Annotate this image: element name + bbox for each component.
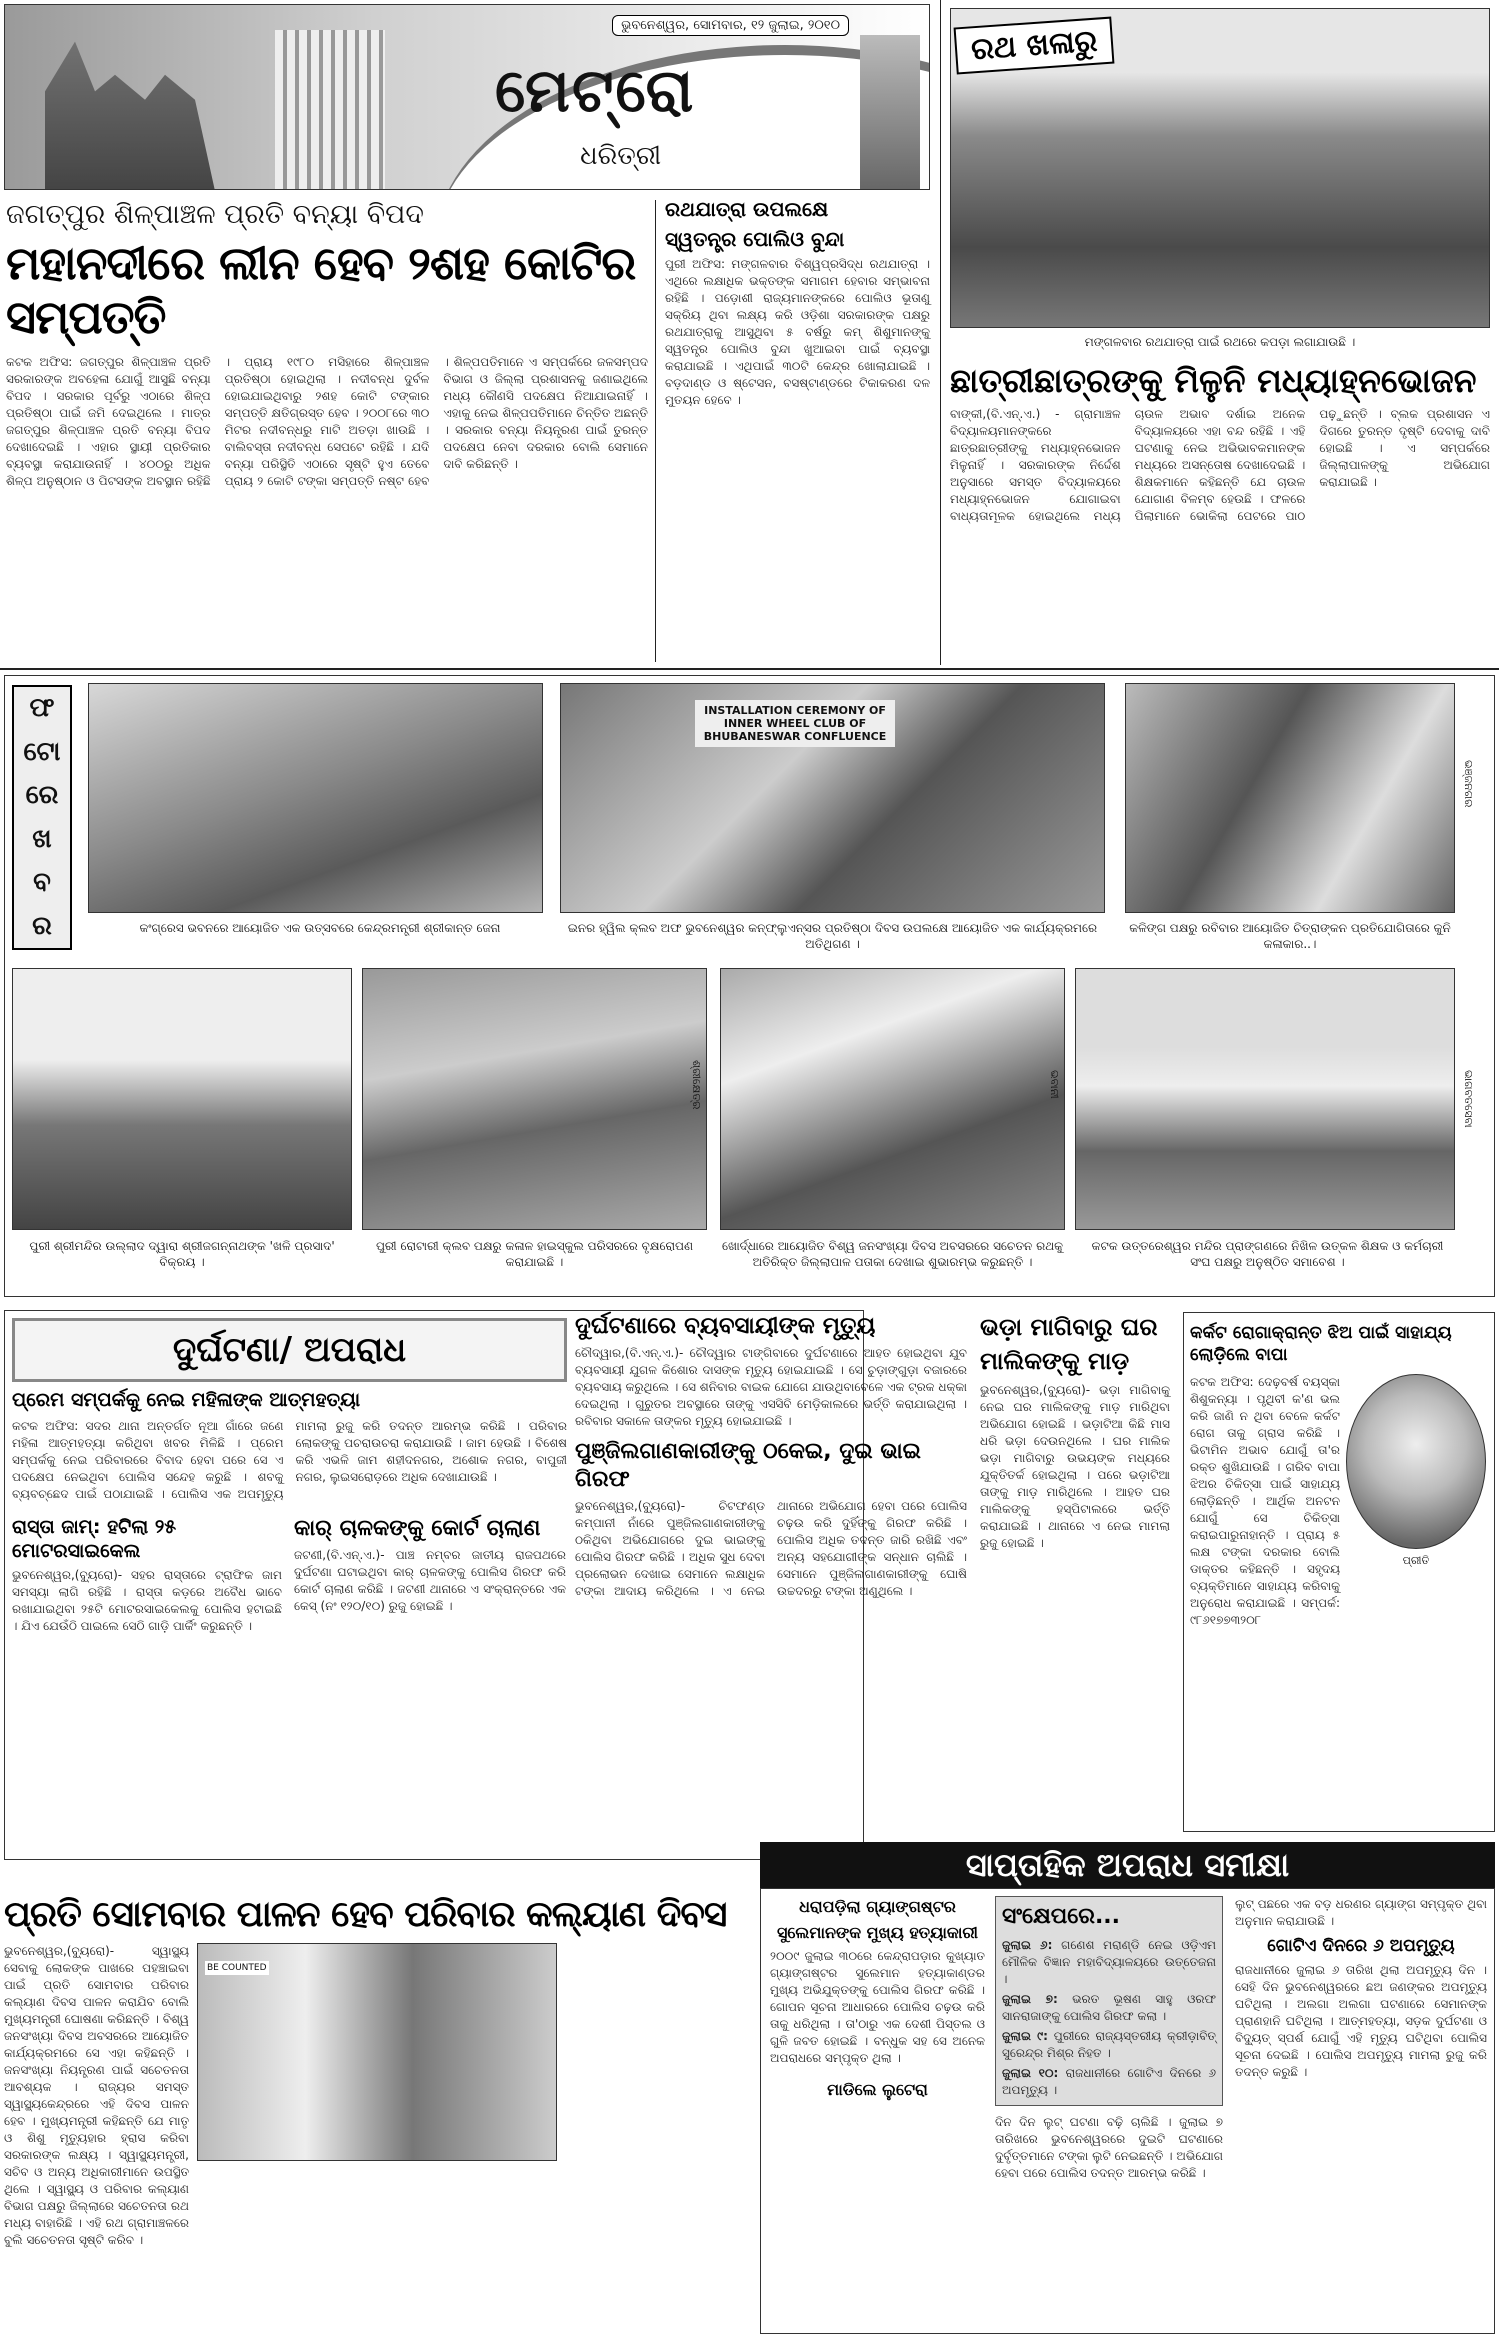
cancer-headline: କର୍କଟ ରୋଗାକ୍ରାନ୍ତ ଝିଅ ପାଇଁ ସାହାଯ୍ୟ ଲୋଡ଼ିଲେ ବାପା bbox=[1190, 1323, 1452, 1365]
date-line: ଭୁବନେଶ୍ୱର, ସୋମବାର, ୧୨ ଜୁଲାଇ, ୨୦୧୦ bbox=[612, 15, 849, 36]
polio-article bbox=[665, 196, 930, 409]
photo-caption: କଂଗ୍ରେସ ଭବନରେ ଆୟୋଜିତ ଏକ ଉତ୍ସବରେ କେନ୍ଦ୍ରମନ୍ତ୍ରୀ ଶ୍ରୀକାନ୍ତ ଜେନା bbox=[139, 921, 501, 935]
crime-a1-headline: ପ୍ରେମ ସମ୍ପର୍କକୁ ନେଇ ମହିଳାଙ୍କ ଆତ୍ମହତ୍ୟା bbox=[12, 1389, 361, 1411]
rath-photo-label: ରଥ ଖଳାରୁ bbox=[954, 17, 1115, 75]
crime-a3-headline: କାର୍ ଚାଳକଙ୍କୁ କୋର୍ଟ ଚାଲାଣ bbox=[294, 1516, 541, 1541]
crime-a2-body: ଭୁବନେଶ୍ୱର,(ବ୍ୟୁରୋ)- ସହର ରାସ୍ତାରେ ଟ୍ରାଫିକ ଜାମ ସମସ୍ୟା ଲାଗି ରହିଛି । ରାସ୍ତା କଡ଼ରେ ଅବୈଧ ଭାବେ ରଖାଯାଇଥିବା ୨୫ଟି ମୋଟରସାଇକେଲକୁ ପୋଲିସ ହଟାଇଛି । ଯିଏ ଯେଉଁଠି ପାଇଲେ ସେଠି ଗାଡ଼ି ପାର୍କିଂ କରୁଛନ୍ତି । bbox=[12, 1568, 282, 1633]
weekly-a-kicker: ଧରାପଡ଼ିଲା ଗ୍ୟାଙ୍ଗଷ୍ଟର bbox=[799, 1897, 956, 1916]
weekly-col-a bbox=[770, 1896, 985, 2101]
family-body: ଭୁବନେଶ୍ୱର,(ବ୍ୟୁରୋ)- ସ୍ୱାସ୍ଥ୍ୟ ସେବାକୁ ଲୋକଙ୍କ ପାଖରେ ପହଞ୍ଚାଇବା ପାଇଁ ପ୍ରତି ସୋମବାର ପରିବାର କଲ୍ୟାଣ ଦିବସ ପାଳନ କରାଯିବ ବୋଲି ମୁଖ୍ୟମନ୍ତ୍ରୀ ଘୋଷଣା କରିଛନ୍ତି । ବିଶ୍ୱ ଜନସଂଖ୍ୟା ଦିବସ ଅବସରରେ ଆୟୋଜିତ କାର୍ଯ୍ୟକ୍ରମରେ ସେ ଏହା କହିଛନ୍ତି । ଜନସଂଖ୍ୟା ନିୟନ୍ତ୍ରଣ ପାଇଁ ସଚେତନତା ଆବଶ୍ୟକ । ରାଜ୍ୟର ସମସ୍ତ ସ୍ୱାସ୍ଥ୍ୟକେନ୍ଦ୍ରରେ ଏହି ଦିବସ ପାଳନ ହେବ । ମୁଖ୍ୟମନ୍ତ୍ରୀ କହିଛନ୍ତି ଯେ ମାତୃ ଓ ଶିଶୁ ମୃତ୍ୟୁହାର ହ୍ରାସ କରିବା ସରକାରଙ୍କ ଲକ୍ଷ୍ୟ । ସ୍ୱାସ୍ଥ୍ୟମନ୍ତ୍ରୀ, ସଚିବ ଓ ଅନ୍ୟ ଅଧିକାରୀମାନେ ଉପସ୍ଥିତ ଥିଲେ । ସ୍ୱାସ୍ଥ୍ୟ ଓ ପରିବାର କଲ୍ୟାଣ ବିଭାଗ ପକ୍ଷରୁ ଜିଲ୍ଲାରେ ସଚେତନତା ରଥ ମଧ୍ୟ ବାହାରିଛି । ଏହି ରଥ ଗ୍ରାମାଞ୍ଚଳରେ ବୁଲି ସଚେତନତା ସୃଷ୍ଟି କରିବ । bbox=[4, 1944, 189, 2247]
photo-caption: ପୁରୀ ଶ୍ରୀମନ୍ଦିର ଉଲ୍ଲାଦ ଦ୍ୱାରା ଶ୍ରୀଜଗନ୍ନାଥଙ୍କ 'ଖଳି ପ୍ରସାଦ' ବିକ୍ରୟ । bbox=[29, 1239, 335, 1269]
rent-body: ଭୁବନେଶ୍ୱର,(ବ୍ୟୁରୋ)- ଭଡ଼ା ମାଗିବାକୁ ନେଇ ଘର ମାଲିକଙ୍କୁ ମାଡ଼ ମାରିଥିବା ଅଭିଯୋଗ ହୋଇଛି । ଭଡ଼ାଟିଆ କିଛି ମାସ ଧରି ଭଡ଼ା ଦେଉନଥିଲେ । ଘର ମାଲିକ ଭଡ଼ା ମାଗିବାରୁ ଉଭୟଙ୍କ ମଧ୍ୟରେ ଯୁକ୍ତିତର୍କ ହୋଇଥିଲା । ପରେ ଭଡ଼ାଟିଆ ତାଙ୍କୁ ମାଡ଼ ମାରିଥିଲେ । ଆହତ ଘର ମାଲିକଙ୍କୁ ହସ୍ପିଟାଲରେ ଭର୍ତ୍ତି କରାଯାଇଛି । ଥାନାରେ ଏ ନେଇ ମାମଲା ରୁଜୁ ହୋଇଛି । bbox=[980, 1383, 1170, 1550]
crime-left bbox=[12, 1318, 567, 1635]
polio-headline: ସ୍ୱତନ୍ତ୍ର ପୋଲିଓ ବୁନ୍ଦା bbox=[665, 227, 845, 251]
cancer-content bbox=[1190, 1322, 1490, 1629]
photo-caption: ପୁରୀ ରୋଟାରୀ କ୍ଲବ ପକ୍ଷରୁ କଳାଳ ହାଇସ୍କୁଲ ପରିସରରେ ବୃକ୍ଷରୋପଣ କରାଯାଇଛି । bbox=[375, 1239, 694, 1269]
rent-article bbox=[980, 1310, 1170, 1552]
side-tag: ଭାଗବତସେବା bbox=[1462, 1070, 1475, 1128]
child-photo-caption: ପ୍ରୀତି bbox=[1402, 1554, 1430, 1567]
weekly-a-body: ୨୦୦୯ ଜୁଲାଇ ୩୦ରେ କେନ୍ଦ୍ରାପଡ଼ାର କୁଖ୍ୟାତ ଗ୍ୟାଙ୍ଗଷ୍ଟର ସୁଲେମାନ ହତ୍ୟାକାଣ୍ଡର ମୁଖ୍ୟ ଅଭିଯୁକ୍ତଙ୍କୁ ପୋଲିସ ଗିରଫ କରିଛି । ଗୋପନ ସୂଚନା ଆଧାରରେ ପୋଲିସ ଚଢ଼ଉ କରି ତାକୁ ଧରିଥିଲା । ତା'ଠାରୁ ଏକ ଦେଶୀ ପିସ୍ତଲ ଓ ଗୁଳି ଜବତ ହୋଇଛି । ବନ୍ଧୁକ ସହ ସେ ଅନେକ ଅପରାଧରେ ସମ୍ପୃକ୍ତ ଥିଲା । bbox=[770, 1949, 985, 2065]
photo-news-label: ଫ ଟୋ ରେ ଖ ବ ର bbox=[12, 685, 72, 950]
weekly-banner: ସାପ୍ତାହିକ ଅପରାଧ ସମୀକ୍ଷା bbox=[760, 1842, 1495, 1888]
photo-caption: କଳିଙ୍ଗ ପକ୍ଷରୁ ରବିବାର ଆୟୋଜିତ ଚିତ୍ରାଙ୍କନ ପ୍ରତିଯୋଗିତାରେ କୁନି କଳାକାର..। bbox=[1129, 921, 1451, 951]
midday-headline: ଛାତ୍ରୀଛାତ୍ରଙ୍କୁ ମିଳୁନି ମଧ୍ୟାହ୍ନଭୋଜନ bbox=[950, 361, 1477, 400]
family-article bbox=[4, 1893, 754, 2249]
photo-caption: ଇନର ହ୍ୱିଲ କ୍ଲବ ଅଫ ଭୁବନେଶ୍ୱର କନ୍‌ଫ୍ଲୁଏନ୍ସର ପ୍ରତିଷ୍ଠା ଦିବସ ଉପଲକ୍ଷେ ଆୟୋଜିତ ଏକ କାର୍ଯ୍ୟକ୍ରମରେ ଅତିଥିଗଣ । bbox=[567, 921, 1098, 951]
masthead bbox=[4, 4, 930, 190]
tower-image bbox=[860, 35, 920, 190]
brief-item: ଜୁଲାଇ ୬: ଗଣେଶ ମରାଣ୍ଡି ନେଇ ଓଡ଼ିଏମ ମୌଳିକ ବିଜ୍ଞାନ ମହାବିଦ୍ୟାଳୟରେ ଉତ୍ତେଜନା । bbox=[1002, 1938, 1216, 1986]
photo-population-day bbox=[720, 968, 1065, 1230]
lead-body: କଟକ ଅଫିସ: ଜଗତ୍‌ପୁର ଶିଳ୍ପାଞ୍ଚଳ ପ୍ରତି ସରକାରଙ୍କ ଅବହେଳା ଯୋଗୁଁ ଆସୁଛି ବନ୍ୟା ବିପଦ । ସରକାର ପୂର୍ବରୁ ଏଠାରେ ଶିଳ୍ପ ପ୍ରତିଷ୍ଠା ପାଇଁ ଜମି ଦେଇଥିଲେ । ମାତ୍ର ଜଗତ୍‌ପୁର ଶିଳ୍ପାଞ୍ଚଳ ପ୍ରତି ବନ୍ୟା ବିପଦ ଦେଖାଦେଇଛି । ଏହାର ସ୍ଥାୟୀ ପ୍ରତିକାର ବ୍ୟବସ୍ଥା କରାଯାଉନାହିଁ । ୪୦୦ରୁ ଅଧିକ ଶିଳ୍ପ ଅନୁଷ୍ଠାନ ଓ ପିଟସଙ୍କ ଅବସ୍ଥାନ ରହିଛି । ପ୍ରାୟ ୧୯୮୦ ମସିହାରେ ଶିଳ୍ପାଞ୍ଚଳ ପ୍ରତିଷ୍ଠା ହୋଇଥିଲା । ନଦୀବନ୍ଧ ଦୁର୍ବଳ ହୋଇଯାଇଥିବାରୁ ୨ଶହ କୋଟି ଟଙ୍କାର ସମ୍ପତ୍ତି କ୍ଷତିଗ୍ରସ୍ତ ହେବ । ୨୦୦୮ରେ ୩୦ ମିଟର ନଦୀବନ୍ଧରୁ ମାଟି ଅତଡ଼ା ଖାଉଛି । ବାଲିବସ୍ତା ନଦୀବନ୍ଧ ସେପଟେ ରହିଛି । ଯଦି ବନ୍ୟା ପରିସ୍ଥିତି ଏଠାରେ ସୃଷ୍ଟି ହୁଏ ତେବେ ପ୍ରାୟ ୨ କୋଟି ଟଙ୍କା ସମ୍ପତ୍ତି ନଷ୍ଟ ହେବ । ଶିଳ୍ପପତିମାନେ ଏ ସମ୍ପର୍କରେ ଜଳସମ୍ପଦ ବିଭାଗ ଓ ଜିଲ୍ଲା ପ୍ରଶାସନକୁ ଜଣାଇଥିଲେ ମଧ୍ୟ କୌଣସି ପଦକ୍ଷେପ ନିଆଯାଇନାହିଁ । ଏହାକୁ ନେଇ ଶିଳ୍ପପତିମାନେ ଚିନ୍ତିତ ଅଛନ୍ତି । ସରକାର ବନ୍ୟା ନିୟନ୍ତ୍ରଣ ପାଇଁ ତୁରନ୍ତ ପଦକ୍ଷେପ ନେବା ଦରକାର ବୋଲି ସେମାନେ ଦାବି କରିଛନ୍ତି । bbox=[6, 355, 648, 488]
weekly-c-headline: ଗୋଟିଏ ଦିନରେ ୬ ଅପମୃତ୍ୟୁ bbox=[1267, 1936, 1455, 1956]
inner-wheel-banner: INSTALLATION CEREMONY OF INNER WHEEL CLUB OF BHUBANESWAR CONFLUENCE bbox=[695, 700, 895, 747]
crime-a1-body: କଟକ ଅଫିସ: ସଦର ଥାନା ଅନ୍ତର୍ଗତ ନୂଆ ଗାଁରେ ଜଣେ ମହିଳା ଆତ୍ମହତ୍ୟା କରିଥିବା ଖବର ମିଳିଛି । ପ୍ରେମ ସମ୍ପର୍କକୁ ନେଇ ପରିବାରରେ ବିବାଦ ହେବା ପରେ ସେ ଏ ପଦକ୍ଷେପ ନେଇଥିବା ପୋଲିସ ସନ୍ଦେହ କରୁଛି । ଶବକୁ ବ୍ୟବଚ୍ଛେଦ ପାଇଁ ପଠାଯାଇଛି । ପୋଲିସ ଏକ ଅପମୃତ୍ୟୁ ମାମଲା ରୁଜୁ କରି ତଦନ୍ତ ଆରମ୍ଭ କରିଛି । ପରିବାର ଲୋକଙ୍କୁ ପଚରାଉଚରା କରାଯାଉଛି । ଜାମ ହେଉଛି । ବିଶେଷ କରି ଏଭଳି ଜାମ ଶହୀଦନଗର, ଅଶୋକ ନଗର, ବାପୁଜୀ ନଗର, ଲୁଇସରୋଡ଼ରେ ଅଧିକ ଦେଖାଯାଉଛି । bbox=[12, 1419, 567, 1501]
lead-headline: ମହାନଦୀରେ ଲୀନ ହେବ ୨ଶହ କୋଟିର ସମ୍ପତ୍ତି bbox=[6, 236, 636, 344]
cancer-body: କଟକ ଅଫିସ: ଦେଢ଼ବର୍ଷ ବୟସ୍କା ଶିଶୁକନ୍ୟା । ପୃଥିବୀ କ'ଣ ଭଲ କରି ଜାଣି ନ ଥିବା ବେଳେ କର୍କଟ ରୋଗ ତାକୁ ଗ୍ରାସ କରିଛି । ଭିଟାମିନ ଅଭାବ ଯୋଗୁଁ ତା'ର ରକ୍ତ ଶୁଖିଯାଉଛି । ଗରିବ ବାପା ଝିଅର ଚିକିତ୍ସା ପାଇଁ ସାହାଯ୍ୟ ଲୋଡ଼ିଛନ୍ତି । ଆର୍ଥିକ ଅନଟନ ଯୋଗୁଁ ସେ ଚିକିତ୍ସା କରାଇପାରୁନାହାନ୍ତି । ପ୍ରାୟ ୫ ଲକ୍ଷ ଟଙ୍କା ଦରକାର ବୋଲି ଡାକ୍ତର କହିଛନ୍ତି । ସହୃଦୟ ବ୍ୟକ୍ତିମାନେ ସାହାଯ୍ୟ କରିବାକୁ ଅନୁରୋଧ କରାଯାଇଛି । ସମ୍ପର୍କ: ୯୮୬୧୭୭୩୨୦୮ bbox=[1190, 1375, 1340, 1627]
crime-a3-body: ଜଟଣୀ,(ବି.ଏନ୍.ଏ.)- ପାଞ୍ଚ ନମ୍ବର ଜାତୀୟ ରାଜପଥରେ ଦୁର୍ଘଟଣା ଘଟାଇଥିବା କାର୍ ଚାଳକଙ୍କୁ ପୋଲିସ ଗିରଫ କରି କୋର୍ଟ ଚାଲାଣ କରିଛି । ଜଟଣୀ ଥାନାରେ ଏ ସଂକ୍ରାନ୍ତରେ ଏକ କେସ୍ (ନଂ ୧୨୦/୧୦) ରୁଜୁ ହୋଇଛି । bbox=[294, 1548, 566, 1613]
rath-photo-caption: ମଙ୍ଗଳବାର ରଥଯାତ୍ରା ପାଇଁ ରଥରେ କପଡ଼ା ଲଗାଯାଉଛି । bbox=[1084, 335, 1356, 349]
photo-congress bbox=[88, 683, 543, 913]
weekly-a-headline: ସୁଲେମାନଙ୍କ ମୁଖ୍ୟ ହତ୍ୟାକାରୀ bbox=[776, 1923, 979, 1942]
side-tag: ଭଞ୍ଜନଗର bbox=[1462, 760, 1475, 808]
brief-item: ଜୁଲାଇ ୭: ଭରତ ଭୂଷଣ ସାହୁ ଓରଫ ସାନରାଜାଙ୍କୁ ପୋଲିସ ଗିରଫ କଲା । bbox=[1002, 1992, 1216, 2023]
midday-body: ବାଙ୍କୀ,(ବି.ଏନ୍.ଏ.) - ଗ୍ରାମାଞ୍ଚଳ ବିଦ୍ୟାଳୟମାନଙ୍କରେ ଛାତ୍ରଛାତ୍ରୀଙ୍କୁ ମଧ୍ୟାହ୍ନଭୋଜନ ମିଳୁନାହିଁ । ସରକାରଙ୍କ ନିର୍ଦ୍ଦେଶ ଅନୁସାରେ ସମସ୍ତ ବିଦ୍ୟାଳୟରେ ମଧ୍ୟାହ୍ନଭୋଜନ ଯୋଗାଇବା ବାଧ୍ୟତାମୂଳକ ହୋଇଥିଲେ ମଧ୍ୟ ଚାଉଳ ଅଭାବ ଦର୍ଶାଇ ଅନେକ ବିଦ୍ୟାଳୟରେ ଏହା ବନ୍ଦ ରହିଛି । ଏହି ଘଟଣାକୁ ନେଇ ଅଭିଭାବକମାନଙ୍କ ମଧ୍ୟରେ ଅସନ୍ତୋଷ ଦେଖାଦେଇଛି । ଶିକ୍ଷକମାନେ କହିଛନ୍ତି ଯେ ଚାଉଳ ଯୋଗାଣ ବିଳମ୍ବ ହେଉଛି । ଫଳରେ ପିଲାମାନେ ଭୋକିଲା ପେଟରେ ପାଠ ପଢ଼ୁଛନ୍ତି । ବ୍ଲକ ପ୍ରଶାସନ ଏ ଦିଗରେ ତୁରନ୍ତ ଦୃଷ୍ଟି ଦେବାକୁ ଦାବି ହୋଇଛି । ଏ ସମ୍ପର୍କରେ ଜିଲ୍ଲାପାଳଙ୍କୁ ଅଭିଯୋଗ କରାଯାଇଛି । bbox=[950, 407, 1490, 523]
building-image bbox=[275, 30, 385, 190]
brief-item: ଜୁଲାଇ ୧୦: ରାଜଧାନୀରେ ଗୋଟିଏ ଦିନରେ ୬ ଅପମୃତ୍ୟୁ । bbox=[1002, 2066, 1216, 2097]
crime-section-title: ଦୁର୍ଘଟଣା/ ଅପରାଧ bbox=[12, 1318, 567, 1382]
polio-kicker: ରଥଯାତ୍ରା ଉପଲକ୍ଷେ bbox=[665, 197, 829, 221]
photo-khali-prasad bbox=[12, 968, 352, 1230]
child-photo bbox=[1346, 1374, 1486, 1549]
weekly-c-intro: ଲୁଟ୍ ପଛରେ ଏକ ବଡ଼ ଧରଣର ଗ୍ୟାଙ୍ଗ ସମ୍ପୃକ୍ତ ଥିବା ଅନୁମାନ କରାଯାଉଛି । bbox=[1235, 1897, 1487, 1928]
be-counted-sign: BE COUNTED bbox=[207, 1963, 267, 1973]
weekly-c-body: ରାଜଧାନୀରେ ଜୁଲାଇ ୬ ତାରିଖ ଥିଲା ଅପମୃତ୍ୟୁ ଦିନ । ସେହି ଦିନ ଭୁବନେଶ୍ୱରରେ ଛଅ ଜଣଙ୍କର ଅପମୃତ୍ୟୁ ଘଟିଥିଲା । ଅଲଗା ଅଲଗା ଘଟଣାରେ ସେମାନଙ୍କ ପ୍ରାଣହାନି ଘଟିଥିଲା । ଆତ୍ମହତ୍ୟା, ସଡ଼କ ଦୁର୍ଘଟଣା ଓ ବିଦ୍ୟୁତ୍ ସ୍ପର୍ଶ ଯୋଗୁଁ ଏହି ମୃତ୍ୟୁ ଘଟିଥିବା ପୋଲିସ ସୂଚନା ଦେଇଛି । ପୋଲିସ ଅପମୃତ୍ୟୁ ମାମଲା ରୁଜୁ କରି ତଦନ୍ତ କରୁଛି । bbox=[1235, 1963, 1487, 2079]
photo-caption: କଟକ ଉତ୍ତରେଶ୍ୱର ମନ୍ଦିର ପ୍ରାଙ୍ଗଣରେ ନିଖିଳ ଉତ୍କଳ ଶିକ୍ଷକ ଓ କର୍ମଚାରୀ ସଂଘ ପକ୍ଷରୁ ଅନୁଷ୍ଠିତ ସମାବେଶ । bbox=[1091, 1239, 1444, 1269]
logo: ମେଟ୍ରୋ bbox=[495, 56, 696, 126]
trader-headline: ଦୁର୍ଘଟଣାରେ ବ୍ୟବସାୟୀଙ୍କ ମୃତ୍ୟୁ bbox=[575, 1313, 876, 1339]
crime-a2-headline: ରାସ୍ତା ଜାମ୍: ହଟିଲା ୨୫ ମୋଟରସାଇକେଲ bbox=[12, 1516, 177, 1562]
photo-drawing bbox=[1125, 683, 1455, 913]
family-headline: ପ୍ରତି ସୋମବାର ପାଳନ ହେବ ପରିବାର କଲ୍ୟାଣ ଦିବସ bbox=[4, 1894, 727, 1935]
rent-headline: ଭଡ଼ା ମାଗିବାରୁ ଘର ମାଲିକଙ୍କୁ ମାଡ଼ bbox=[980, 1313, 1158, 1375]
lead-kicker: ଜଗତ୍‌ପୁର ଶିଳ୍ପାଞ୍ଚଳ ପ୍ରତି ବନ୍ୟା ବିପଦ bbox=[6, 199, 424, 230]
lead-article bbox=[6, 198, 648, 490]
brief-body: ଦିନ ଦିନ ଲୁଟ୍ ଘଟଣା ବଢ଼ି ଚାଲିଛି । ଜୁଲାଇ ୭ ତାରିଖରେ ଭୁବନେଶ୍ୱରରେ ଦୁଇଟି ଘଟଣାରେ ଦୁର୍ବୃତ୍ତମାନେ ଟଙ୍କା ଲୁଟି ନେଇଛନ୍ତି । ଅଭିଯୋଗ ହେବା ପରେ ପୋଲିସ ତଦନ୍ତ ଆରମ୍ଭ କରିଛି । bbox=[995, 2115, 1223, 2180]
photo-teachers-rally bbox=[1075, 968, 1455, 1230]
family-day-photo bbox=[197, 1943, 557, 2161]
fraud-body: ଭୁବନେଶ୍ୱର,(ବ୍ୟୁରୋ)- ଚିଟଫଣ୍ଡ କମ୍ପାନୀ ନାଁରେ ପୁଞ୍ଜିଲଗାଣକାରୀଙ୍କୁ ଠକିଥିବା ଅଭିଯୋଗରେ ଦୁଇ ଭାଇଙ୍କୁ ପୋଲିସ ଗିରଫ କରିଛି । ଅଧିକ ସୁଧ ଦେବା ପ୍ରଲୋଭନ ଦେଖାଇ ସେମାନେ ଲକ୍ଷାଧିକ ଟଙ୍କା ଆଦାୟ କରିଥିଲେ । ଏ ନେଇ ଥାନାରେ ଅଭିଯୋଗ ହେବା ପରେ ପୋଲିସ ଚଢ଼ଉ କରି ଦୁହିଁଙ୍କୁ ଗିରଫ କରିଛି । ପୋଲିସ ଅଧିକ ତଦନ୍ତ ଜାରି ରଖିଛି ଏବଂ ଅନ୍ୟ ସହଯୋଗୀଙ୍କ ସନ୍ଧାନ ଚାଲିଛି । ସେମାନେ ପୁଞ୍ଜିଲଗାଣକାରୀଙ୍କୁ ଘୋଷି ଉଚ୍ଚଦରରୁ ଟଙ୍କା ଅଣୁଥିଲେ । bbox=[575, 1499, 967, 1598]
midday-article bbox=[950, 334, 1490, 525]
temple-image bbox=[25, 25, 225, 190]
brief-item: ଜୁଲାଇ ୯: ପୁରୀରେ ରାଜ୍ୟସ୍ତରୀୟ କ୍ରୀଡ଼ାବିତ୍ ସୁରେନ୍ଦ୍ର ମିଶ୍ର ନିହତ । bbox=[1002, 2029, 1216, 2060]
brief-box bbox=[995, 1896, 1223, 2106]
crime-middle bbox=[575, 1312, 967, 1600]
brief-title: ସଂକ୍ଷେପରେ... bbox=[1002, 1904, 1121, 1929]
side-tag: ଭବାନୀ bbox=[1048, 1070, 1061, 1099]
photo-caption: ଖୋର୍ଦ୍ଧାରେ ଆୟୋଜିତ ବିଶ୍ୱ ଜନସଂଖ୍ୟା ଦିବସ ଅବସରରେ ସଚେତନ ରଥକୁ ଅତିରିକ୍ତ ଜିଲ୍ଲାପାଳ ପତାକା ଦେଖାଇ ଶୁଭାରମ୍ଭ କରୁଛନ୍ତି । bbox=[721, 1239, 1064, 1269]
weekly-a-footer: ମାଡିଲେ ଲୁଟେରା bbox=[827, 2080, 928, 2099]
fraud-headline: ପୁଞ୍ଜିଲଗାଣକାରୀଙ୍କୁ ଠକେଇ, ଦୁଇ ଭାଇ ଗିରଫ bbox=[575, 1439, 921, 1492]
photo-plantation bbox=[362, 968, 707, 1230]
weekly-col-b bbox=[995, 1896, 1223, 2182]
weekly-col-c bbox=[1235, 1896, 1487, 2081]
trader-body: ଚୌଦ୍ୱାର,(ବି.ଏନ୍.ଏ.)- ଚୌଦ୍ୱାର ଟାଙ୍ଗିବାରେ ଦୁର୍ଘଟଣାରେ ଆହତ ହୋଇଥିବା ଯୁବ ବ୍ୟବସାୟୀ ଯୁଗଳ କିଶୋର ଦାସଙ୍କ ମୃତ୍ୟୁ ହୋଇଯାଇଛି । ସେ ଚୁଡ଼ାଙ୍ଗୁଡ଼ା ବଜାରରେ ବ୍ୟବସାୟ କରୁଥିଲେ । ସେ ଶନିବାର ବାଇକ ଯୋଗେ ଯାଉଥିବାବେଳେ ଏକ ଟ୍ରକ ଧକ୍କା ଦେଇଥିଲା । ଗୁରୁତର ଅବସ୍ଥାରେ ତାଙ୍କୁ ଏସସିବି ମେଡ଼ିକାଲରେ ଭର୍ତ୍ତି କରାଯାଇଥିଲା । ରବିବାର ସକାଳେ ତାଙ୍କର ମୃତ୍ୟୁ ହୋଇଯାଇଛି । bbox=[575, 1346, 967, 1428]
side-tag: ଶ୍ରୀକ୍ଷେତ୍ର bbox=[690, 1060, 703, 1110]
logo-sub: ଧରିତ୍ରୀ bbox=[580, 141, 662, 171]
polio-body: ପୁରୀ ଅଫିସ: ମଙ୍ଗଳବାର ବିଶ୍ୱପ୍ରସିଦ୍ଧ ରଥଯାତ୍ରା । ଏଥିରେ ଲକ୍ଷାଧିକ ଭକ୍ତଙ୍କ ସମାଗମ ହେବାର ସମ୍ଭାବନା ରହିଛି । ପଡ଼ୋଶୀ ରାଜ୍ୟମାନଙ୍କରେ ପୋଲିଓ ଭୂତାଣୁ ସକ୍ରିୟ ଥିବା ଲକ୍ଷ୍ୟ କରି ଓଡ଼ିଶା ସରକାରଙ୍କ ପକ୍ଷରୁ ରଥଯାତ୍ରାକୁ ଆସୁଥିବା ୫ ବର୍ଷରୁ କମ୍ ଶିଶୁମାନଙ୍କୁ ସ୍ୱତନ୍ତ୍ର ପୋଲିଓ ବୁନ୍ଦା ଖୁଆଇବା ପାଇଁ ବ୍ୟବସ୍ଥା କରାଯାଇଛି । ଏଥିପାଇଁ ୩୦ଟି କେନ୍ଦ୍ର ଖୋଲାଯାଇଛି । ବଡ଼ଦାଣ୍ଡ ଓ ଷ୍ଟେସନ, ବସଷ୍ଟାଣ୍ଡରେ ଟିକାକରଣ ଦଳ ମୁତୟନ ହେବେ । bbox=[665, 257, 930, 407]
